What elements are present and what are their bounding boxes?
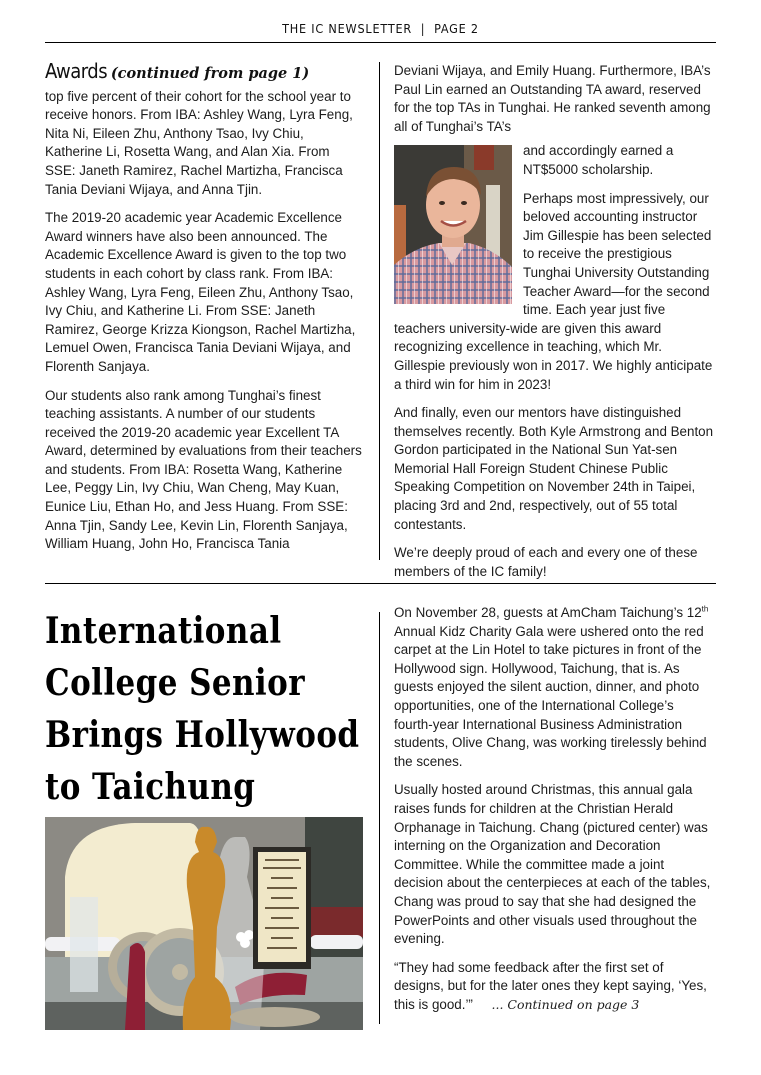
awards-left-column [45,59,363,564]
page-header [45,18,716,43]
column-divider-bottom [379,612,380,1024]
awards-right-p3: And finally, even our mentors have distinguished themselves recently. Both Kyle Armstrong and Benton Gordon participated in the National Sun Yat-sen Memorial Hall Foreign Student Chinese Public Speaking Competition on November 24th in Taipei, placing 3rd and 2nd, respectively, out of 55 total contestants. [394,405,714,532]
teacher-photo [394,145,512,304]
awards-paragraph: Our students also rank among Tunghai’s finest teaching assistants. A number of our students received the 2019-20 academic year Excellent TA Award, determined by evaluations from their teachers and students. From IBA: Rosetta Wang, Katherine Lee, Peggy Lin, Ivy Chiu, Wan Cheng, May Kuan, Eunice Liu, Ethan Ho, and Jess Huang. From SSE: Anna Tjin, Sandy Lee, Kevin Lin, Florenth Sanjaya, William Huang, John Ho, Francisca Tania [45,387,362,552]
section-divider [45,583,716,584]
article-paragraph [394,604,716,771]
headline-line: College Senior [45,662,305,704]
article-quote: “They had some feedback after the first set of designs, but for the later ones they kept saying, ‘Yes, this is good.’” [394,959,707,1012]
continued-link[interactable]: ... Continued on page 3 [491,996,640,1012]
column-divider-top [379,62,380,560]
article-right-column [394,604,716,1024]
article-headline [45,605,360,813]
awards-right-column [394,62,716,591]
awards-right-p4: We’re deeply proud of each and every one of these members of the IC family! [394,545,698,579]
awards-paragraph: The 2019-20 academic year Academic Excellence Award winners have also been announced. The Academic Excellence Award is given to the top two students in each cohort by class rank. From IBA: Ashley Wang, Lyra Feng, Eileen Zhu, Anthony Tsao, Ivy Chiu, and Katherine Li. From SSE: Janeth Ramirez, George Krizza Kiongson, Rachel Martizha, Lemuel Owen, Francisca Tania Deviani Wijaya, and Florenth Sanjaya. [45,210,356,374]
headline-line: to Taichung [45,766,256,808]
awards-right-wrap-1: and accordingly earned a NT$5000 scholarship. [523,143,674,177]
headline-line: Brings Hollywood [45,714,360,756]
ordinal-suffix: th [701,604,709,614]
awards-paragraph: top five percent of their cohort for the school year to receive honors. From IBA: Ashley Wang, Lyra Feng, Nita Ni, Eileen Zhu, Anthony Tsao, Ivy Chiu, Katherine Li, Rosetta Wang, and Alan Xia. From SSE: Janeth Ramirez, Rachel Martizha, Francisca Tania Deviani Wijaya, and Anna Tjin. [45,88,353,197]
newsletter-title: THE IC NEWSLETTER | PAGE 2 [282,21,479,36]
gala-centerpiece-photo [45,817,363,1030]
awards-title: Awards [45,59,108,83]
article-p1-rest: Annual Kidz Charity Gala were ushered onto the red carpet at the Lin Hotel to take pictures in front of the Hollywood sign. Hollywood, Taichung, that is. As guests enjoyed the silent auction, dinner, and photo opportunities, one of the International College’s fourth-year International Business Administration students, Olive Chang, was working tirelessly behind the scenes. [394,623,707,769]
gala-table-image [45,817,363,1030]
article-paragraph: Usually hosted around Christmas, this annual gala raises funds for children at the Christian Herald Orphanage in Taichung. Chang (pictured center) was interning on the Organization and Decoration Committee. While the committee made a joint decision about the centerpieces at each of the tables, Chang was proud to say that she had designed the PowerPoints and other visuals used throughout the evening. [394,782,711,947]
awards-subtitle: (continued from page 1) [110,65,310,82]
article-paragraph [394,959,716,1015]
awards-right-intro: Deviani Wijaya, and Emily Huang. Furthermore, IBA’s Paul Lin earned an Outstanding TA award, reserved for the top TAs in Tunghai. He ranked seventh among all of Tunghai’s TA’s [394,63,711,134]
headline-line: International [45,610,282,652]
awards-right-wrap-2: Perhaps most impressively, our beloved accounting instructor Jim Gillespie has been selected to receive the prestigious Tunghai University Outstanding Teacher Award—for the second time. Each year just five teachers university-wide are given this award recognizing excellence in teaching, which Mr. Gillespie previously won in 2017. We highly anticipate a third win for him in 2023! [394,190,713,392]
jim-gillespie-portrait [394,145,512,304]
article-p1-start: On November 28, guests at AmCham Taichung’s 12 [394,605,702,620]
